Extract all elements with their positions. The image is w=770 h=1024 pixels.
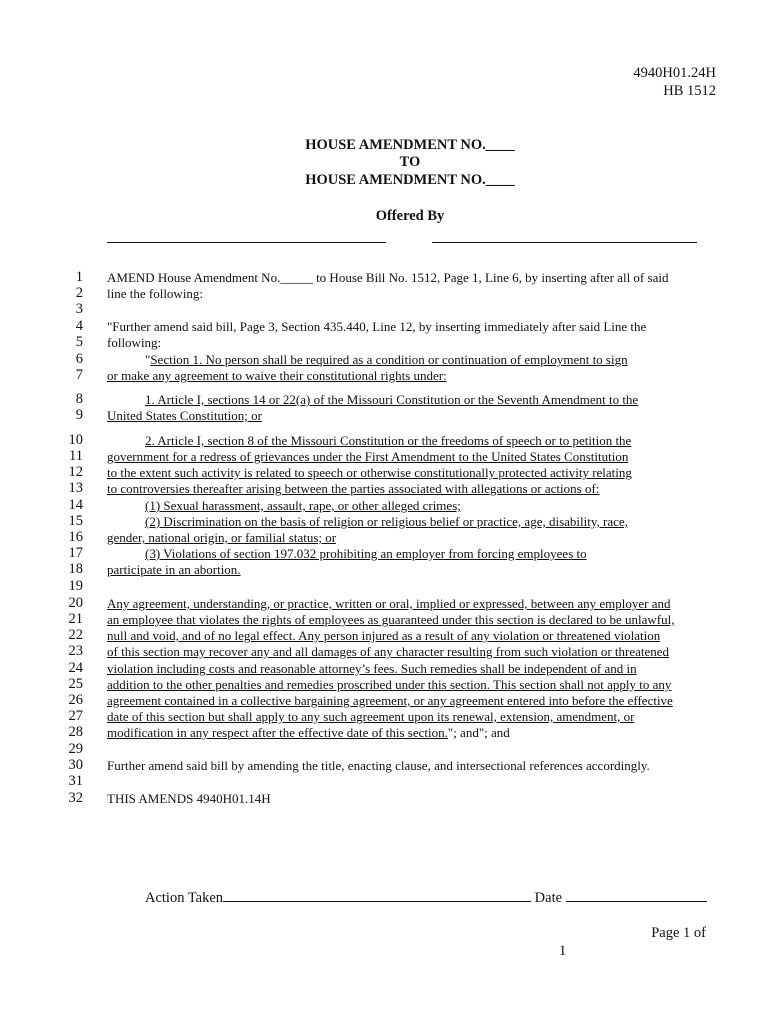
line-number: 7 [75, 367, 83, 383]
line-number: 9 [75, 407, 83, 423]
line-number: 27 [68, 708, 83, 724]
amendment-text: following: [107, 335, 162, 350]
line-number: 5 [75, 334, 83, 350]
line-number: 23 [68, 643, 83, 659]
line-number: 1 [75, 269, 83, 285]
line-text [107, 758, 650, 774]
line-text [107, 408, 262, 424]
line-number: 18 [68, 561, 83, 577]
inserted-text: null and void, and of no legal effect. Any person injured as a result of any violation or threatened violation [107, 628, 661, 643]
date-blank [566, 888, 707, 902]
line-text [107, 644, 669, 660]
action-taken-label: Action Taken [145, 890, 224, 906]
amendment-title-line3: HOUSE AMENDMENT NO.____ [305, 172, 515, 188]
page-total: 1 [559, 943, 567, 959]
amendment-text: AMEND House Amendment No._____ to House Bill No. 1512, Page 1, Line 6, by inserting after all of said [107, 270, 669, 285]
inserted-text: or make any agreement to waive their constitutional rights under: [107, 368, 447, 383]
amendment-title-line1: HOUSE AMENDMENT NO.____ [305, 137, 515, 153]
inserted-text: violation including costs and reasonable attorney’s fees. Such remedies shall be independent of and in [107, 661, 637, 676]
line-text [107, 319, 646, 335]
line-number: 14 [68, 497, 83, 513]
line-text [145, 498, 461, 514]
inserted-text: an employee that violates the rights of employees as guaranteed under this section is declared to be unlawful, [107, 612, 675, 627]
date-label: Date [534, 890, 563, 906]
inserted-text: gender, national origin, or familial status; or [107, 530, 337, 545]
line-text [107, 677, 671, 693]
inserted-text: (3) Violations of section 197.032 prohibiting an employer from forcing employees to [145, 546, 587, 561]
line-number: 29 [68, 741, 83, 757]
line-number: 12 [68, 464, 83, 480]
line-number: 2 [75, 285, 83, 301]
line-text [145, 392, 638, 408]
sponsor-signature-line [107, 242, 386, 243]
line-text [107, 481, 599, 497]
amendment-text: line the following: [107, 286, 204, 301]
inserted-text: Any agreement, understanding, or practice, written or oral, implied or expressed, between any employer and [107, 596, 671, 611]
line-number: 21 [68, 611, 83, 627]
inserted-text: to the extent such activity is related to speech or otherwise constitutionally protected activity relating [107, 465, 632, 480]
line-number: 28 [68, 724, 83, 740]
line-number: 11 [69, 448, 83, 464]
line-number: 22 [68, 627, 83, 643]
line-number: 4 [75, 318, 83, 334]
action-taken-row [145, 888, 707, 907]
line-number: 15 [68, 513, 83, 529]
line-number: 16 [68, 529, 83, 545]
inserted-text: modification in any respect after the effective date of this section. [107, 725, 448, 740]
line-text [107, 725, 510, 741]
inserted-text: of this section may recover any and all damages of any character resulting from such violation or threatened [107, 644, 670, 659]
inserted-text: participate in an abortion. [107, 562, 241, 577]
line-text [107, 709, 634, 725]
line-text [145, 546, 587, 562]
line-text [107, 612, 675, 628]
line-text [145, 514, 628, 530]
page-label: Page 1 of [651, 925, 706, 941]
line-number: 31 [68, 773, 83, 789]
line-number: 19 [68, 578, 83, 594]
line-text [107, 693, 673, 709]
line-text [107, 628, 660, 644]
line-number: 32 [68, 790, 83, 806]
open-quote: " [145, 352, 151, 367]
inserted-text: Section 1. No person shall be required as a condition or continuation of employment to sign [150, 352, 628, 367]
inserted-text: (1) Sexual harassment, assault, rape, or other alleged crimes; [145, 498, 461, 513]
line-text [107, 270, 668, 286]
district-signature-line [432, 242, 697, 243]
line-text [107, 530, 336, 546]
inserted-text: (2) Discrimination on the basis of religion or religious belief or practice, age, disability, race, [145, 514, 628, 529]
line-text [107, 661, 637, 677]
line-text [107, 449, 628, 465]
line-number: 6 [75, 351, 83, 367]
line-number: 30 [68, 757, 83, 773]
inserted-text: 1. Article I, sections 14 or 22(a) of the Missouri Constitution or the Seventh Amendment to the [145, 392, 639, 407]
line-text [107, 335, 161, 351]
inserted-text: 2. Article I, section 8 of the Missouri Constitution or the freedoms of speech or to petition the [145, 433, 632, 448]
line-number: 10 [68, 432, 83, 448]
line-number: 13 [68, 480, 83, 496]
amendment-text: THIS AMENDS 4940H01.14H [107, 791, 271, 806]
inserted-text: addition to the other penalties and remedies proscribed under this section. This section shall not apply to any [107, 677, 672, 692]
amendment-text: "Further amend said bill, Page 3, Section 435.440, Line 12, by inserting immediately after said Line the [107, 319, 647, 334]
line-text [107, 368, 447, 384]
line-number: 24 [68, 660, 83, 676]
inserted-text: government for a redress of grievances under the First Amendment to the United States Constitution [107, 449, 629, 464]
inserted-text: agreement contained in a collective bargaining agreement, or any agreement entered into before the effective [107, 693, 673, 708]
line-number: 26 [68, 692, 83, 708]
line-text [107, 286, 203, 302]
action-taken-blank [223, 888, 531, 902]
line-number: 25 [68, 676, 83, 692]
amendment-title-line2: TO [399, 154, 421, 170]
document-id: 4940H01.24H [633, 65, 716, 81]
line-number: 8 [75, 391, 83, 407]
closing-text: "; and"; and [447, 725, 510, 740]
inserted-text: to controversies thereafter arising between the parties associated with allegations or actions of: [107, 481, 600, 496]
line-text [107, 562, 241, 578]
line-number: 20 [68, 595, 83, 611]
line-text [145, 352, 628, 368]
offered-by-label: Offered By [375, 208, 445, 224]
bill-number: HB 1512 [663, 83, 716, 99]
line-text [107, 465, 632, 481]
inserted-text: United States Constitution; or [107, 408, 262, 423]
amendment-text: Further amend said bill by amending the title, enacting clause, and intersectional references accordingly. [107, 758, 650, 773]
line-number: 17 [68, 545, 83, 561]
line-number: 3 [75, 301, 83, 317]
line-text [145, 433, 631, 449]
line-text [107, 791, 271, 807]
inserted-text: date of this section but shall apply to any such agreement upon its renewal, extension, amendment, or [107, 709, 635, 724]
line-text [107, 596, 671, 612]
